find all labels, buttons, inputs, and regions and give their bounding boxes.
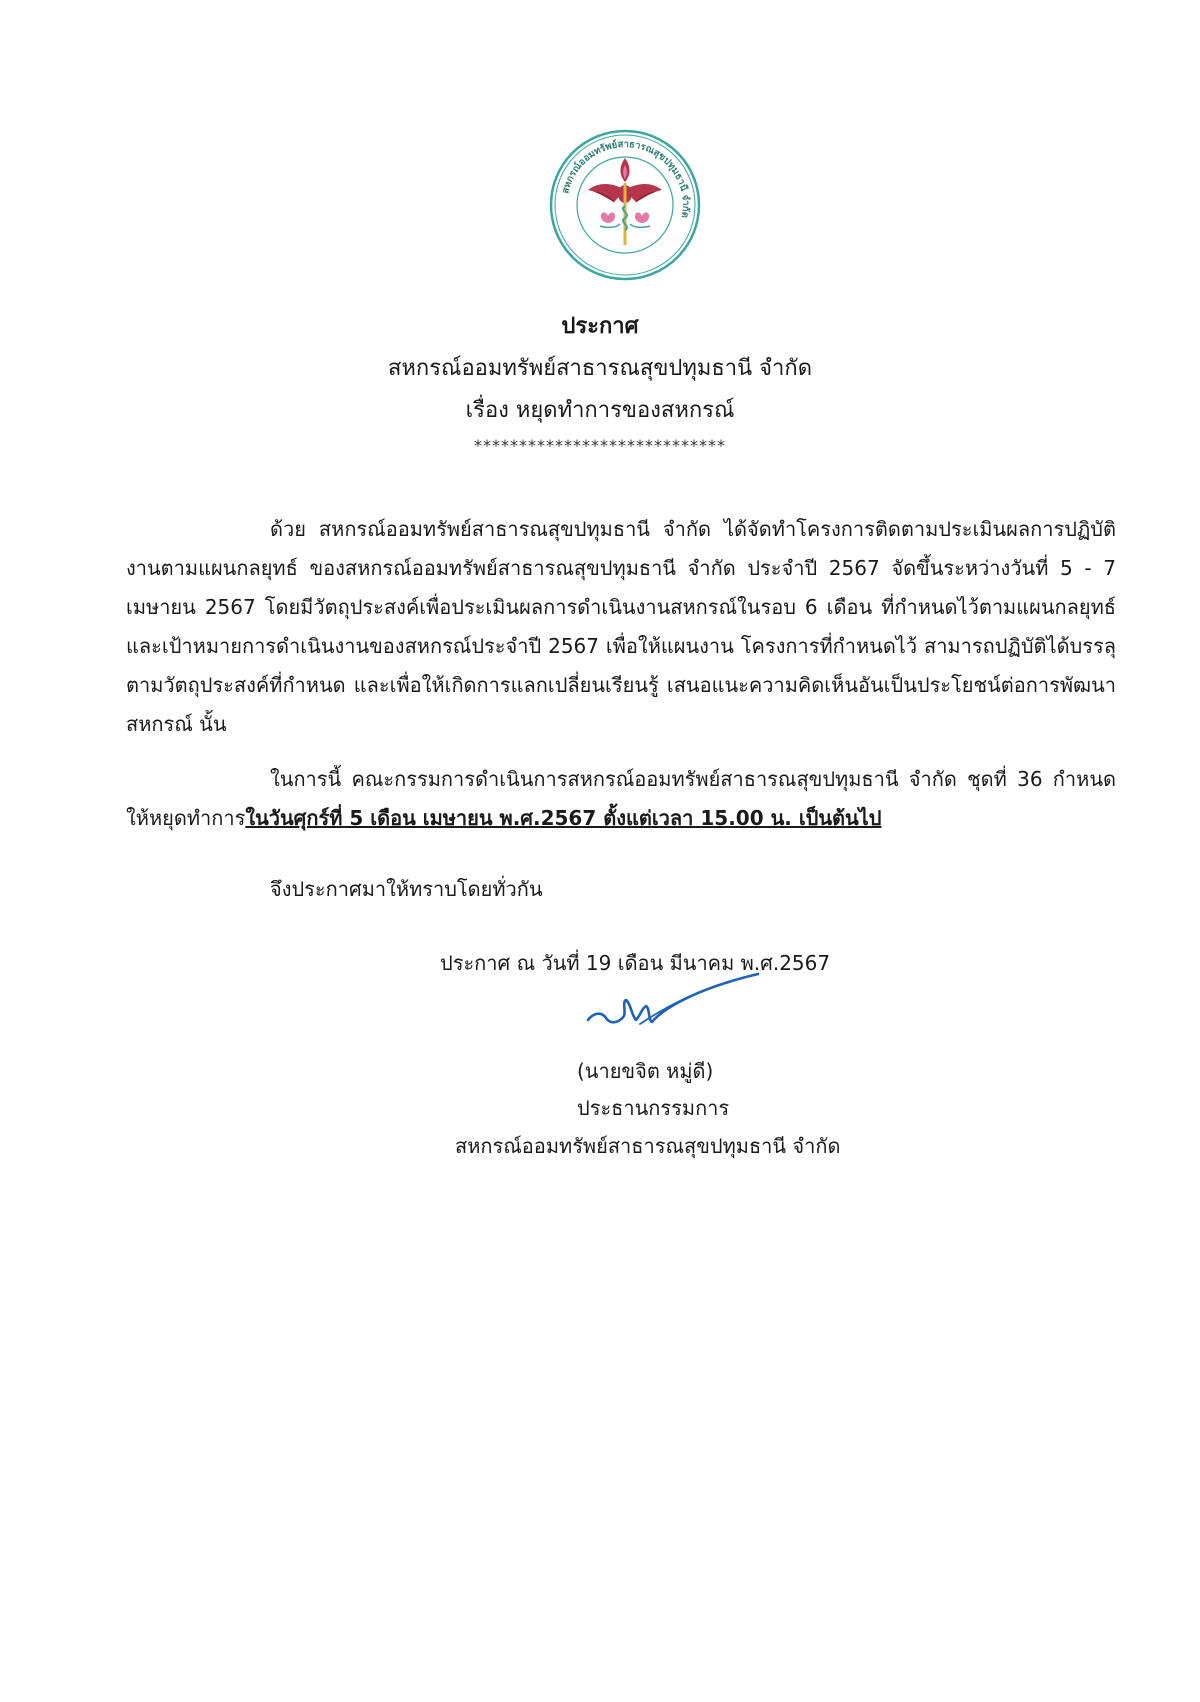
signer-organization: สหกรณ์ออมทรัพย์สาธารณสุขปทุมธานี จำกัด	[455, 1134, 841, 1158]
announcement-subject: เรื่อง หยุดทำการของสหกรณ์	[465, 398, 735, 423]
handwritten-signature	[580, 972, 780, 1042]
organization-name: สหกรณ์ออมทรัพย์สาธารณสุขปทุมธานี จำกัด	[387, 356, 812, 381]
cooperative-seal-logo	[548, 128, 702, 282]
title-separator: ****************************	[474, 436, 726, 455]
paragraph-closure-notice	[126, 760, 1116, 838]
seal-emblem-icon	[548, 128, 702, 282]
signature-icon	[580, 972, 780, 1042]
announcement-title: ประกาศ	[561, 314, 639, 339]
closure-date-emphasis: ในวันศุกร์ที่ 5 เดือน เมษายน พ.ศ.2567 ตั้งแต่เวลา 15.00 น. เป็นต้นไป	[245, 806, 882, 830]
closing-statement: จึงประกาศมาให้ทราบโดยทั่วกัน	[270, 877, 543, 901]
closure-lead-text: ในการนี้ คณะกรรมการดำเนินการสหกรณ์ออมทรัพย์สาธารณสุขปทุมธานี จำกัด ชุดที่ 36 กำหนดให้หยุดทำการ	[126, 767, 1116, 830]
announcement-date: ประกาศ ณ วันที่ 19 เดือน มีนาคม พ.ศ.2567	[440, 951, 831, 975]
seal-ring-text: สหกรณ์ออมทรัพย์สาธารณสุขปทุมธานี จำกัด	[560, 138, 692, 219]
signer-title: ประธานกรรมการ	[577, 1096, 730, 1120]
paragraph-background: ด้วย สหกรณ์ออมทรัพย์สาธารณสุขปทุมธานี จำกัด ได้จัดทำโครงการติดตามประเมินผลการปฏิบัติงานตามแผนกลยุทธ์ ของสหกรณ์ออมทรัพย์สาธารณสุขปทุมธานี จำกัด ประจำปี 2567 จัดขึ้นระหว่างวันที่ 5 - 7 เมษายน 2567 โดยมีวัตถุประสงค์เพื่อประเมินผลการดำเนินงานสหกรณ์ในรอบ 6 เดือน ที่กำหนดไว้ตามแผนกลยุทธ์ และเป้าหมายการดำเนินงานของสหกรณ์ประจำปี 2567 เพื่อให้แผนงาน โครงการที่กำหนดไว้ สามารถปฏิบัติได้บรรลุตามวัตถุประสงค์ที่กำหนด และเพื่อให้เกิดการแลกเปลี่ยนเรียนรู้ เสนอแนะความคิดเห็นอันเป็นประโยชน์ต่อการพัฒนาสหกรณ์ นั้น	[126, 517, 1116, 736]
signer-name: (นายขจิต หมู่ดี)	[577, 1059, 714, 1083]
